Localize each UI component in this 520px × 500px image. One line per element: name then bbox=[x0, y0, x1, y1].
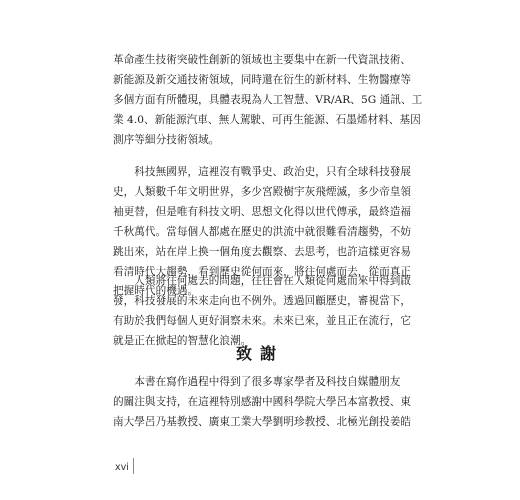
text-line: 人類將往何處去的問題，往往會在人類從何處而來中得到啟 bbox=[113, 275, 412, 287]
footer-divider bbox=[133, 458, 134, 474]
paragraph-tech-fields bbox=[113, 51, 425, 151]
text-line: 史，人類數千年文明世界，多少宮殿樹宇灰飛煙滅，多少帝皇領 bbox=[113, 185, 412, 198]
text-line: 袖更替，但是唯有科技文明、思想文化得以世代傳承，最終造福 bbox=[113, 205, 412, 218]
text-line: 就是正在掀起的智慧化浪潮。 bbox=[113, 334, 252, 347]
page-number: xvi bbox=[115, 462, 129, 473]
text-line: 發，科技發展的未來走向也不例外。透過回顧歷史，審視當下， bbox=[113, 294, 412, 307]
text-line: 跳出來，站在岸上換一個角度去觀察、去思考，也許這樣更容易 bbox=[113, 245, 412, 258]
text-line: 測序等細分技術領域。 bbox=[113, 133, 220, 146]
text-line: 看清時代大趨勢，看到歷史從何而來，將往何處而去，從而真正 bbox=[113, 265, 412, 278]
text-line: 科技無國界，這裡沒有戰爭史、政治史，只有全球科技發展 bbox=[113, 166, 412, 178]
text-line: 本書在寫作過程中得到了很多專家學者及科技自媒體朋友 bbox=[113, 376, 401, 388]
text-line: 業 4.0、新能源汽車、無人駕駛、可再生能源、石墨烯材料、基因 bbox=[113, 113, 421, 126]
text-line: 的關注與支持，在這裡特別感謝中國科學院大學呂本富教授、東 bbox=[113, 395, 412, 408]
acknowledgements-heading: 致謝 bbox=[235, 344, 284, 363]
text-line: 新能源及新交通技術領域，同時還在衍生的新材料、生物醫療等 bbox=[113, 73, 412, 86]
paragraph-future bbox=[113, 272, 425, 352]
text-line: 有助於我們每個人更好洞察未來。未來已來，並且正在流行，它 bbox=[113, 314, 412, 327]
text-line: 多個方面有所體現，具體表現為人工智慧、VR/AR、5G 通訊、工 bbox=[113, 93, 423, 106]
text-line: 千秋萬代。當每個人都處在歷史的洪流中就很難看清趨勢，不妨 bbox=[113, 225, 412, 238]
paragraph-acknowledgements bbox=[113, 373, 425, 433]
text-line: 南大學呂乃基教授、廣東工業大學劉明珍教授、北極光創投姜皓 bbox=[113, 415, 412, 428]
text-line: 革命產生技術突破性創新的領域也主要集中在新一代資訊技術、 bbox=[113, 54, 412, 66]
text-line: 把握時代的機遇。 bbox=[113, 285, 199, 298]
